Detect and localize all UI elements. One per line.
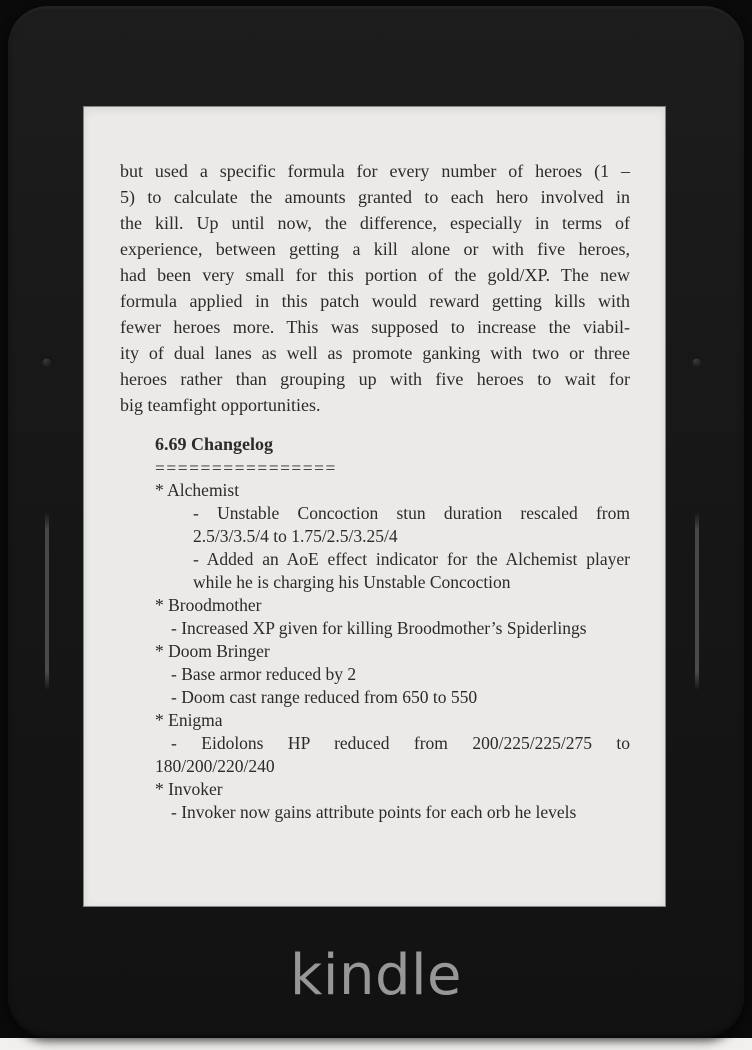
changelog-line: - Unstable Concoction stun duration rescaled from	[193, 503, 630, 523]
changelog-lines	[155, 479, 630, 824]
pagepress-dot-right-icon[interactable]	[692, 357, 702, 367]
pagepress-dot-left-icon[interactable]	[42, 357, 52, 367]
changelog-line: 2.5/3/3.5/4 to 1.75/2.5/3.25/4	[193, 526, 398, 546]
paragraph-line: experience, between getting a kill alone or with five heroes,	[120, 239, 630, 259]
changelog-line: 180/200/220/240	[155, 756, 275, 776]
changelog-line: * Enigma	[155, 710, 223, 730]
changelog-line: * Invoker	[155, 779, 223, 799]
paragraph-line: heroes rather than grouping up with five heroes to wait for	[120, 369, 630, 389]
changelog-line: - Base armor reduced by 2	[171, 664, 357, 684]
changelog-line: while he is charging his Unstable Concoction	[193, 572, 511, 592]
paragraph-line: the kill. Up until now, the difference, especially in terms of	[120, 213, 630, 233]
changelog-line: - Eidolons HP reduced from 200/225/225/275 to	[171, 733, 630, 753]
paragraph-line: but used a specific formula for every number of heroes (1 –	[120, 161, 630, 181]
pagepress-bar-right[interactable]	[695, 512, 699, 690]
changelog-heading: 6.69 Changelog	[155, 434, 274, 454]
changelog-block	[155, 432, 630, 824]
eink-screen[interactable]	[83, 106, 666, 907]
changelog-line: - Added an AoE effect indicator for the Alchemist player	[193, 549, 630, 569]
body-paragraph	[120, 158, 630, 418]
paragraph-line: ity of dual lanes as well as promote ganking with two or three	[120, 343, 630, 363]
changelog-line: * Broodmother	[155, 595, 262, 615]
changelog-line: - Doom cast range reduced from 650 to 550	[171, 687, 478, 707]
changelog-line: - Increased XP given for killing Broodmother’s Spiderlings	[171, 618, 587, 638]
photo-background-strip	[0, 1038, 752, 1050]
changelog-line: * Doom Bringer	[155, 641, 270, 661]
paragraph-line: had been very small for this portion of the gold/XP. The new	[120, 265, 630, 285]
kindle-logo: kindle	[289, 943, 463, 1008]
changelog-underline: ================	[155, 458, 337, 478]
kindle-device	[8, 6, 744, 1038]
changelog-line: - Invoker now gains attribute points for each orb he levels	[171, 802, 577, 822]
paragraph-line: 5) to calculate the amounts granted to each hero involved in	[120, 187, 630, 207]
paragraph-line: big teamfight opportunities.	[120, 395, 321, 415]
paragraph-line: fewer heroes more. This was supposed to increase the viabil-	[120, 317, 630, 337]
pagepress-bar-left[interactable]	[45, 512, 49, 690]
paragraph-line: formula applied in this patch would reward getting kills with	[120, 291, 630, 311]
changelog-line: * Alchemist	[155, 480, 240, 500]
